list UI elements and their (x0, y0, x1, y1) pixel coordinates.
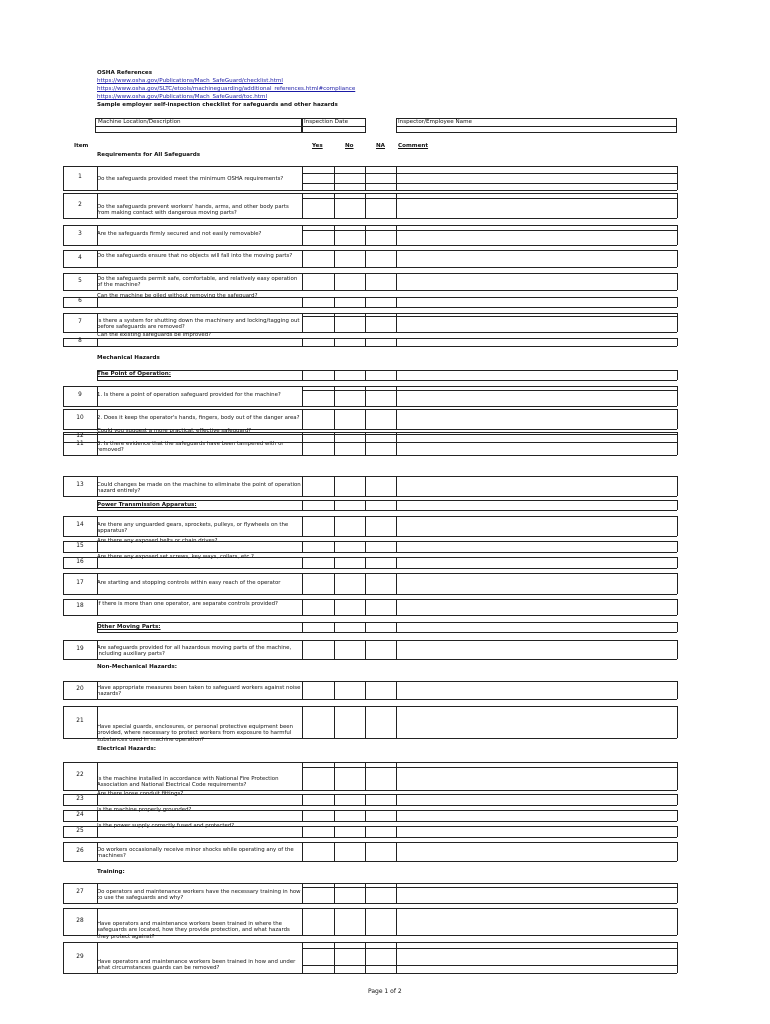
question-text: Could changes be made on the machine to eliminate the point of operation hazard entirely? (97, 482, 301, 495)
item-number: 20 (76, 686, 84, 692)
section-requirements-all-safeguards: Requirements for All Safeguards (97, 152, 201, 158)
item-number: 19 (76, 645, 84, 652)
checklist-row-25-na-cell[interactable] (365, 826, 396, 837)
section-point-of-operation: The Point of Operation: (97, 371, 171, 377)
question-text: 3. Is there evidence that the safeguards have been tampered with or removed? (97, 441, 284, 454)
question-text: Have special guards, enclosures, or personal protective equipment been provided, where necessary to protect workers from exposure to harmful substances used in machine operation? (97, 724, 294, 743)
checklist-row-6-yes-cell[interactable] (302, 297, 334, 307)
osha-link-checklist[interactable]: https://www.osha.gov/Publications/Mach_SafeGuard/checklist.html (97, 78, 283, 84)
item-number: 22 (76, 772, 84, 778)
checklist-row-15-yes-cell[interactable] (302, 541, 334, 552)
item-number: 4 (78, 254, 82, 261)
checklist-row-3-no-cell[interactable] (334, 225, 365, 245)
checklist-row-28-na-cell[interactable] (365, 908, 396, 935)
checklist-row-7-comment-cell[interactable] (396, 313, 677, 332)
question-text: Are there any exposed belts or chain drives? (97, 538, 218, 544)
question-text: 2. Does it keep the operator's hands, fingers, body out of the danger area? (97, 415, 300, 421)
checklist-row-10-no-cell[interactable] (334, 409, 365, 429)
question-text: Is the machine properly grounded? (97, 807, 192, 813)
checklist-row-7-na-cell[interactable] (365, 313, 396, 332)
section-non-mechanical-hazards: Non-Mechanical Hazards: (97, 664, 177, 670)
checklist-row-27-yes-cell[interactable] (302, 883, 334, 903)
item-number: 17 (76, 579, 84, 586)
question-text: Do the safeguards ensure that no objects will fall into the moving parts? (97, 253, 293, 259)
checklist-row-29-na-cell[interactable] (365, 942, 396, 973)
checklist-row-24-na-cell[interactable] (365, 810, 396, 821)
checklist-row-2-no-cell[interactable] (334, 193, 365, 218)
checklist-row-7-yes-cell[interactable] (302, 313, 334, 332)
checklist-row-3-na-cell[interactable] (365, 225, 396, 245)
checklist-row-27-comment-cell[interactable] (396, 883, 677, 903)
question-text: Do the safeguards permit safe, comfortable, and relatively easy operation of the machine? (97, 276, 298, 289)
section-other-moving-parts: Other Moving Parts: (97, 624, 161, 630)
checklist-row-2-na-cell[interactable] (365, 193, 396, 218)
item-number: 25 (76, 827, 84, 834)
checklist-row-19-na-cell[interactable] (365, 640, 396, 659)
item-number: 6 (78, 298, 82, 304)
checklist-row-1-comment-cell[interactable] (396, 166, 677, 190)
checklist-row-15-no-cell[interactable] (334, 541, 365, 552)
question-text: Are the safeguards firmly secured and not easily removable? (97, 231, 262, 237)
checklist-row-16-na-cell[interactable] (365, 557, 396, 568)
question-text: If there is more than one operator, are separate controls provided? (97, 601, 278, 607)
checklist-row-25-no-cell[interactable] (334, 826, 365, 837)
checklist-row-6-comment-cell[interactable] (396, 297, 677, 307)
checklist-row-1-no-cell[interactable] (334, 166, 365, 190)
osha-link-additional-references[interactable]: https://www.osha.gov/SLTC/etools/machineguarding/additional_references.html#compliance (97, 86, 356, 92)
question-text: Could you suggest a more practical, effective safeguard? (97, 428, 252, 434)
checklist-row-4-comment-cell[interactable] (396, 250, 677, 267)
checklist-subtitle: Sample employer self-inspection checklist for safeguards and other hazards (97, 102, 338, 108)
checklist-row-1-na-cell[interactable] (365, 166, 396, 190)
checklist-row-20-comment-cell[interactable] (396, 681, 677, 699)
question-text: Is the machine installed in accordance with National Fire Protection Association and National Electrical Code requirements? (97, 776, 279, 789)
checklist-row-24-no-cell[interactable] (334, 810, 365, 821)
checklist-row-28-comment-cell[interactable] (396, 908, 677, 935)
checklist-row-10-yes-cell[interactable] (302, 409, 334, 429)
checklist-row-8-no-cell[interactable] (334, 338, 365, 346)
item-number: 13 (76, 482, 84, 488)
item-number: 11 (76, 440, 84, 447)
item-number: 3 (78, 231, 82, 237)
question-text: Are starting and stopping controls within easy reach of the operator (97, 580, 281, 586)
checklist-row-9-yes-cell[interactable] (302, 386, 334, 406)
checklist-row-20-na-cell[interactable] (365, 681, 396, 699)
checklist-row-29-yes-cell[interactable] (302, 942, 334, 973)
checklist-row-13-na-cell[interactable] (365, 476, 396, 496)
item-number: 5 (78, 277, 82, 284)
question-text: Can the machine be oiled without removing the safeguard? (97, 293, 258, 299)
item-number: 16 (76, 558, 84, 565)
machine-location-label: Machine Location/Description (98, 119, 181, 125)
inspection-date-label: Inspection Date (304, 119, 349, 125)
checklist-row-18-yes-cell[interactable] (302, 599, 334, 615)
question-text: Are safeguards provided for all hazardous moving parts of the machine, including auxiliary parts? (97, 645, 292, 658)
checklist-row-14-comment-cell[interactable] (396, 516, 677, 536)
item-number: 7 (78, 318, 82, 325)
item-number: 23 (76, 795, 84, 802)
checklist-row-28-no-cell[interactable] (334, 908, 365, 935)
checklist-row-27-na-cell[interactable] (365, 883, 396, 903)
col-comment: Comment (398, 143, 429, 149)
checklist-row-4-yes-cell[interactable] (302, 250, 334, 267)
item-number: 27 (76, 889, 84, 895)
checklist-row-23-comment-cell[interactable] (396, 794, 677, 805)
col-item: Item (74, 143, 89, 149)
checklist-row-12-yes-cell[interactable] (302, 432, 334, 442)
checklist-row-28-yes-cell[interactable] (302, 908, 334, 935)
checklist-row-14-no-cell[interactable] (334, 516, 365, 536)
checklist-row-26-no-cell[interactable] (334, 842, 365, 861)
checklist-row-15-na-cell[interactable] (365, 541, 396, 552)
checklist-row-19-no-cell[interactable] (334, 640, 365, 659)
checklist-row-21-no-cell[interactable] (334, 706, 365, 738)
checklist-row-8-yes-cell[interactable] (302, 338, 334, 346)
checklist-row-8-na-cell[interactable] (365, 338, 396, 346)
checklist-row-9-na-cell[interactable] (365, 386, 396, 406)
checklist-row-17-na-cell[interactable] (365, 573, 396, 594)
checklist-row-16-yes-cell[interactable] (302, 557, 334, 568)
checklist-row-14-yes-cell[interactable] (302, 516, 334, 536)
item-number: 26 (76, 847, 84, 854)
checklist-row-26-yes-cell[interactable] (302, 842, 334, 861)
checklist-row-2-yes-cell[interactable] (302, 193, 334, 218)
checklist-row-18-no-cell[interactable] (334, 599, 365, 615)
checklist-row-26-na-cell[interactable] (365, 842, 396, 861)
checklist-row-21-comment-cell[interactable] (396, 706, 677, 738)
item-number: 15 (76, 542, 84, 549)
checklist-row-18-comment-cell[interactable] (396, 599, 677, 615)
checklist-row-25-yes-cell[interactable] (302, 826, 334, 837)
question-text: Are there any unguarded gears, sprockets, pulleys, or flywheels on the apparatus? (97, 522, 289, 535)
checklist-row-4-na-cell[interactable] (365, 250, 396, 267)
checklist-row-13-comment-cell[interactable] (396, 476, 677, 496)
checklist-row-6-no-cell[interactable] (334, 297, 365, 307)
item-number: 10 (76, 415, 84, 421)
item-number: 8 (78, 338, 82, 344)
checklist-row-24-yes-cell[interactable] (302, 810, 334, 821)
question-text: Can the existing safeguards be improved? (97, 332, 211, 338)
checklist-row-27-no-cell[interactable] (334, 883, 365, 903)
checklist-row-5-no-cell[interactable] (334, 273, 365, 290)
checklist-row-18-na-cell[interactable] (365, 599, 396, 615)
inspector-name-label: Inspector/Employee Name (398, 119, 472, 125)
item-number: 9 (78, 392, 82, 398)
checklist-row-12-comment-cell[interactable] (396, 432, 677, 442)
checklist-row-6-na-cell[interactable] (365, 297, 396, 307)
checklist-row-13-no-cell[interactable] (334, 476, 365, 496)
question-text: Are there any exposed set screws, key ways, collars, etc.? (97, 554, 254, 560)
checklist-row-10-na-cell[interactable] (365, 409, 396, 429)
section-mechanical-hazards: Mechanical Hazards (97, 355, 160, 361)
checklist-row-16-no-cell[interactable] (334, 557, 365, 568)
checklist-row-17-comment-cell[interactable] (396, 573, 677, 594)
checklist-row-22-na-cell[interactable] (365, 762, 396, 790)
question-text: 1. Is there a point of operation safeguard provided for the machine? (97, 392, 281, 398)
question-text: Have appropriate measures been taken to safeguard workers against noise hazards? (97, 685, 301, 698)
question-text: Is there a system for shutting down the machinery and locking/tagging out before safeguards are removed? (97, 318, 300, 331)
checklist-row-7-no-cell[interactable] (334, 313, 365, 332)
osha-references-title: OSHA References (97, 70, 153, 76)
checklist-row-10-comment-cell[interactable] (396, 409, 677, 429)
page-number: Page 1 of 2 (368, 988, 402, 995)
checklist-row-23-yes-cell[interactable] (302, 794, 334, 805)
checklist-row-29-no-cell[interactable] (334, 942, 365, 973)
checklist-row-12-na-cell[interactable] (365, 432, 396, 442)
col-no: No (345, 143, 354, 149)
col-yes: Yes (312, 143, 323, 149)
checklist-row-5-yes-cell[interactable] (302, 273, 334, 290)
checklist-row-5-na-cell[interactable] (365, 273, 396, 290)
item-number: 2 (78, 201, 82, 208)
item-number: 28 (76, 917, 84, 924)
question-text: Do workers occasionally receive minor shocks while operating any of the machines? (97, 847, 294, 860)
checklist-row-9-comment-cell[interactable] (396, 386, 677, 406)
question-text: Have operators and maintenance workers been trained in where the safeguards are located, how they provide protection, and what hazards they protect against? (97, 921, 290, 940)
checklist-row-15-comment-cell[interactable] (396, 541, 677, 552)
question-text: Is the power supply correctly fused and protected? (97, 823, 235, 829)
checklist-row-12-no-cell[interactable] (334, 432, 365, 442)
item-number: 21 (76, 718, 84, 724)
checklist-row-8-comment-cell[interactable] (396, 338, 677, 346)
question-text: Do the safeguards provided meet the minimum OSHA requirements? (97, 176, 284, 182)
checklist-row-24-comment-cell[interactable] (396, 810, 677, 821)
col-na: NA (376, 143, 386, 149)
item-number: 18 (76, 603, 84, 609)
checklist-row-20-no-cell[interactable] (334, 681, 365, 699)
checklist-row-21-yes-cell[interactable] (302, 706, 334, 738)
section-power-transmission: Power Transmission Apparatus: (97, 502, 197, 508)
item-number: 24 (76, 811, 84, 818)
checklist-row-19-yes-cell[interactable] (302, 640, 334, 659)
section-training: Training: (97, 869, 125, 875)
checklist-row-13-yes-cell[interactable] (302, 476, 334, 496)
checklist-row-23-no-cell[interactable] (334, 794, 365, 805)
section-electrical-hazards: Electrical Hazards: (97, 746, 156, 752)
checklist-row-22-comment-cell[interactable] (396, 762, 677, 790)
checklist-row-17-yes-cell[interactable] (302, 573, 334, 594)
question-text: Do the safeguards prevent workers' hands, arms, and other body parts from making contact with dangerous moving parts? (97, 204, 289, 217)
checklist-row-16-comment-cell[interactable] (396, 557, 677, 568)
checklist-row-2-comment-cell[interactable] (396, 193, 677, 218)
checklist-row-14-na-cell[interactable] (365, 516, 396, 536)
question-text: Are there loose conduit fittings? (97, 791, 184, 797)
question-text: Have operators and maintenance workers been trained in how and under what circumstances guards can be removed? (97, 959, 296, 972)
checklist-row-3-comment-cell[interactable] (396, 225, 677, 245)
question-text: Do operators and maintenance workers have the necessary training in how to use the safeguards and why? (97, 889, 301, 902)
checklist-row-4-no-cell[interactable] (334, 250, 365, 267)
checklist-row-3-yes-cell[interactable] (302, 225, 334, 245)
item-number: 12 (76, 433, 84, 439)
checklist-row-29-comment-cell[interactable] (396, 942, 677, 973)
checklist-row-22-yes-cell[interactable] (302, 762, 334, 790)
checklist-row-19-comment-cell[interactable] (396, 640, 677, 659)
checklist-row-9-no-cell[interactable] (334, 386, 365, 406)
checklist-row-5-comment-cell[interactable] (396, 273, 677, 290)
item-number: 1 (78, 174, 82, 180)
checklist-row-21-na-cell[interactable] (365, 706, 396, 738)
checklist-row-26-comment-cell[interactable] (396, 842, 677, 861)
checklist-row-25-comment-cell[interactable] (396, 826, 677, 837)
item-number: 14 (76, 522, 84, 528)
checklist-row-1-yes-cell[interactable] (302, 166, 334, 190)
item-number: 29 (76, 953, 84, 960)
checklist-row-22-no-cell[interactable] (334, 762, 365, 790)
checklist-row-17-no-cell[interactable] (334, 573, 365, 594)
checklist-row-20-yes-cell[interactable] (302, 681, 334, 699)
osha-link-toc[interactable]: https://www.osha.gov/Publications/Mach_SafeGuard/toc.html (97, 94, 268, 100)
checklist-row-23-na-cell[interactable] (365, 794, 396, 805)
